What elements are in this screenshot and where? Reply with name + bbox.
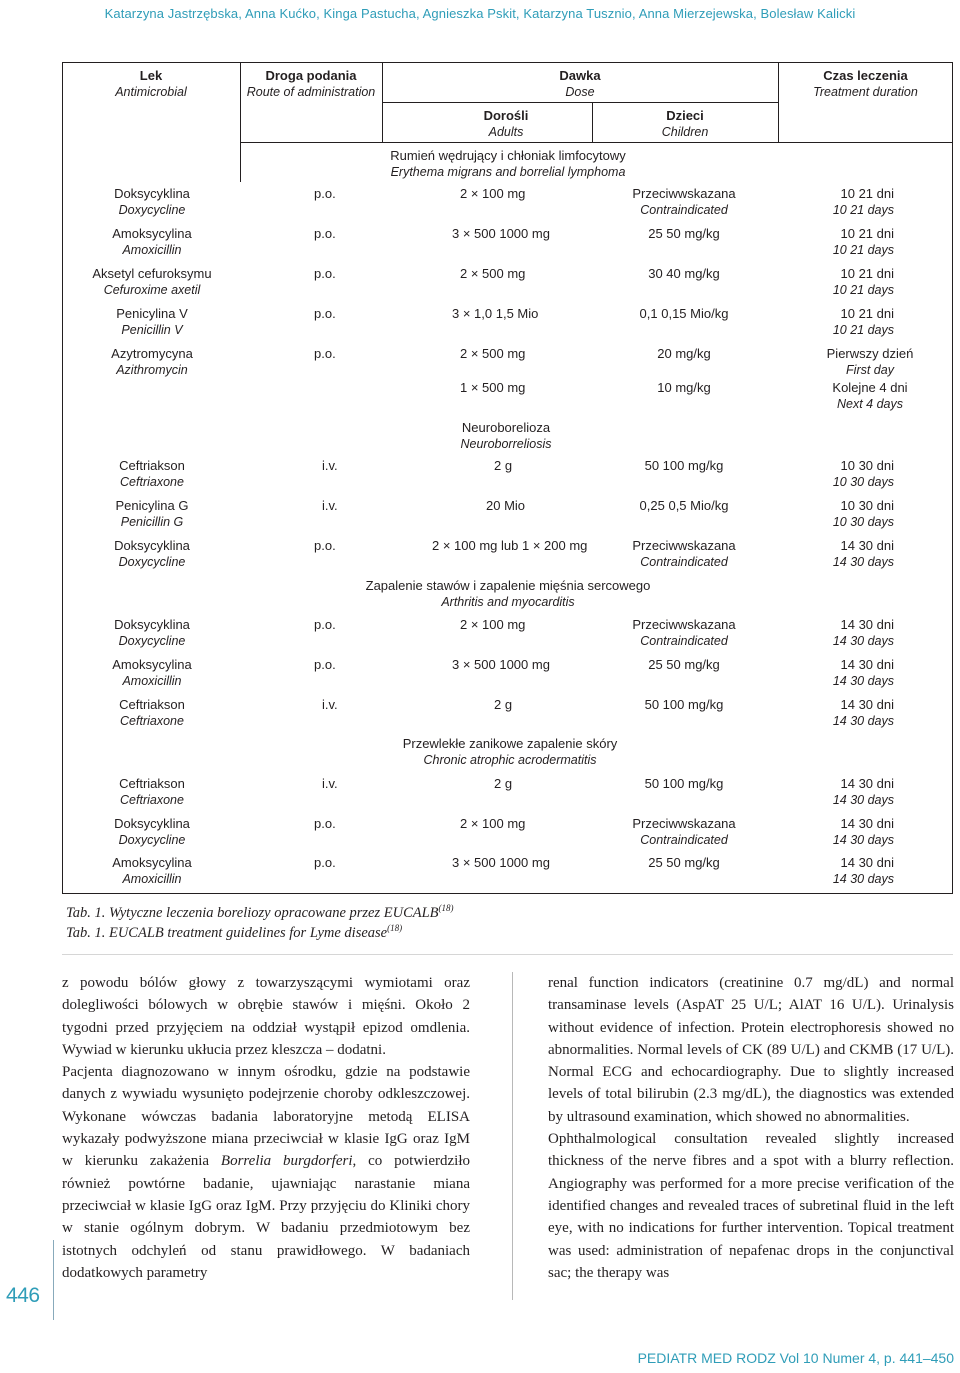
table-row-duration: 10 30 dni 10 30 days (832, 498, 894, 529)
table-row-drug: Amoksycylina Amoxicillin (112, 657, 192, 688)
table-row-adult-dose: 1 × 500 mg (460, 380, 526, 395)
section-neuroborreliosis: Neuroborelioza Neuroborreliosis (460, 420, 552, 451)
table-row-child-dose: Przeciwwskazana Contraindicated (632, 617, 736, 648)
table-row-child-dose: 50 100 mg/kg (644, 458, 724, 473)
table-caption-pl: Tab. 1. Wytyczne leczenia boreliozy opracowane przez EUCALB$^{(18)}$ (66, 903, 454, 921)
table-row-drug: Doksycyklina Doxycycline (114, 538, 190, 569)
page-number: 446 (6, 1284, 40, 1307)
table-row-child-dose: 25 50 mg/kg (648, 855, 720, 870)
col-header-route: Droga podania Route of administration (246, 68, 376, 99)
table-row-child-dose: 50 100 mg/kg (644, 776, 724, 791)
table-row-route: i.v. (322, 498, 338, 513)
table-row-child-dose: 0,25 0,5 Mio/kg (639, 498, 729, 513)
section-arthritis: Zapalenie stawów i zapalenie mięśnia sercowego Arthritis and myocarditis (365, 578, 651, 609)
col-header-drug: Lek Antimicrobial (115, 68, 187, 99)
table-row-drug: Ceftriakson Ceftriaxone (119, 697, 185, 728)
table-divider (240, 142, 953, 143)
paragraph: z powodu bólów głowy z towarzyszącymi wymiotami oraz dolegliwości bólowych w obrębie stawów i mięśni. Około 2 tygodni przed przyjęciem na oddział wystąpił epizod omdlenia. Wywiad w kierunku ukłucia przez kleszcza – dodatni. (62, 975, 470, 1058)
col-header-dose: Dawka Dose (559, 68, 601, 99)
table-row-route: p.o. (314, 855, 336, 870)
table-row-child-dose: 0,1 0,15 Mio/kg (639, 306, 729, 321)
table-row-adult-dose: 2 g (494, 776, 513, 791)
table-row-drug: Ceftriakson Ceftriaxone (119, 458, 185, 489)
running-header-authors: Katarzyna Jastrzębska, Anna Kućko, Kinga Pastucha, Agnieszka Pskit, Katarzyna Tusznio, Anna Mierzejewska, Bolesław Kalicki (104, 6, 856, 21)
table-row-child-dose: 25 50 mg/kg (648, 657, 720, 672)
body-column-right (548, 972, 954, 1284)
table-row-duration: 10 30 dni 10 30 days (832, 458, 894, 489)
table-divider (382, 102, 778, 103)
table-row-drug: Amoksycylina Amoxicillin (112, 226, 192, 257)
section-erythema-migrans: Rumień wędrujący i chłoniak limfocytowy Erythema migrans and borrelial lymphoma (390, 148, 626, 179)
table-row-duration: 14 30 dni 14 30 days (832, 617, 894, 648)
table-row-adult-dose: 3 × 1,0 1,5 Mio (452, 306, 539, 321)
table-row-drug: Doksycyklina Doxycycline (114, 816, 190, 847)
table-row-drug: Azytromycyna Azithromycin (111, 346, 193, 377)
table-row-adult-dose: 3 × 500 1000 mg (452, 855, 550, 870)
col-header-duration: Czas leczenia Treatment duration (813, 68, 918, 99)
table-row-duration: Kolejne 4 dni Next 4 days (832, 380, 908, 411)
table-row-adult-dose: 2 × 100 mg (460, 186, 526, 201)
col-header-children: Dzieci Children (661, 108, 709, 139)
table-row-drug: Penicylina G Penicillin G (115, 498, 189, 529)
journal-footer: PEDIATR MED RODZ Vol 10 Numer 4, p. 441–450 (637, 1350, 954, 1366)
table-row-adult-dose: 2 × 500 mg (460, 266, 526, 281)
table-row-child-dose: 50 100 mg/kg (644, 697, 724, 712)
table-row-route: p.o. (314, 346, 336, 361)
margin-rule (53, 1240, 54, 1320)
table-row-adult-dose: 2 × 100 mg (460, 816, 526, 831)
table-row-drug: Amoksycylina Amoxicillin (112, 855, 192, 886)
table-row-child-dose: 20 mg/kg (657, 346, 711, 361)
table-row-duration: 14 30 dni 14 30 days (832, 855, 894, 886)
table-row-duration: 14 30 dni 14 30 days (832, 657, 894, 688)
table-row-drug: Aksetyl cefuroksymu Cefuroxime axetil (92, 266, 212, 297)
table-row-route: p.o. (314, 538, 336, 553)
table-row-child-dose: Przeciwwskazana Contraindicated (632, 816, 736, 847)
table-row-adult-dose: 2 × 100 mg (460, 617, 526, 632)
table-row-duration: 14 30 dni 14 30 days (832, 697, 894, 728)
table-row-adult-dose: 2 g (494, 458, 513, 473)
table-row-duration: 14 30 dni 14 30 days (832, 816, 894, 847)
table-row-route: p.o. (314, 266, 336, 281)
table-row-drug: Doksycyklina Doxycycline (114, 186, 190, 217)
table-row-route: i.v. (322, 458, 338, 473)
table-row-route: p.o. (314, 306, 336, 321)
table-row-duration: 14 30 dni 14 30 days (832, 776, 894, 807)
table-row-duration: 14 30 dni 14 30 days (832, 538, 894, 569)
table-row-route: i.v. (322, 697, 338, 712)
table-row-route: p.o. (314, 657, 336, 672)
table-row-route: i.v. (322, 776, 338, 791)
table-row-adult-dose: 20 Mio (486, 498, 526, 513)
table-row-child-dose: 25 50 mg/kg (648, 226, 720, 241)
paragraph: Ophthalmological consultation revealed slightly increased thickness of the nerve fibres and a spot with a blurry reflection. Angiography was performed for a more precise verification of the identified changes and revealed traces of subretinal fluid in the left eye, with no indications for further intervention. Topical treatment was used: administration of nepafenac drops in the conjunctival sac; the therapy was (548, 1131, 954, 1281)
table-row-adult-dose: 2 g (494, 697, 513, 712)
table-row-child-dose: Przeciwwskazana Contraindicated (632, 186, 736, 217)
table-row-child-dose: Przeciwwskazana Contraindicated (632, 538, 736, 569)
table-row-drug: Doksycyklina Doxycycline (114, 617, 190, 648)
table-caption-en: Tab. 1. EUCALB treatment guidelines for Lyme disease$^{(18)}$ (66, 923, 403, 941)
table-row-duration: 10 21 dni 10 21 days (832, 226, 894, 257)
paragraph: Pacjenta diagnozowano w innym ośrodku, gdzie na podstawie danych z wywiadu wysunięto podejrzenie choroby odkleszczowej. Wykonane wówczas badania laboratoryjne metodą ELISA wykazały podwyższone miana przeciwciał w klasie IgG oraz IgM w kierunku zakażenia Borrelia burgdorferi, co potwierdziło również powtórne badanie, ujawniając narastanie miana przeciwciał w klasie IgG oraz IgM. Przy przyjęciu do Kliniki chory w stanie ogólnym dobrym. W badaniu przedmiotowym bez istotnych odchyleń od stanu prawidłowego. W badaniach dodatkowych parametry (62, 1064, 470, 1281)
table-row-route: p.o. (314, 816, 336, 831)
table-row-route: p.o. (314, 617, 336, 632)
table-row-adult-dose: 2 × 100 mg lub 1 × 200 mg (432, 538, 588, 553)
table-row-child-dose: 30 40 mg/kg (648, 266, 720, 281)
body-column-left (62, 972, 470, 1284)
table-row-drug: Ceftriakson Ceftriaxone (119, 776, 185, 807)
table-row-child-dose: 10 mg/kg (657, 380, 711, 395)
table-row-adult-dose: 2 × 500 mg (460, 346, 526, 361)
table-row-route: p.o. (314, 186, 336, 201)
column-divider (512, 972, 513, 1300)
table-row-duration: 10 21 dni 10 21 days (832, 266, 894, 297)
section-divider (62, 954, 953, 955)
table-row-duration: 10 21 dni 10 21 days (832, 306, 894, 337)
table-row-drug: Penicylina V Penicillin V (116, 306, 188, 337)
paragraph: renal function indicators (creatinine 0.7 mg/dL) and normal transaminase levels (AspAT 25 U/L; AlAT 16 U/L). Urinalysis without evidence of infection. Protein electrophoresis showed no abnormalities. Normal levels of CK (89 U/L) and CKMB (17 U/L). Normal ECG and echocardiography. Due to slightly increased levels of total bilirubin (2.3 mg/dL), the diagnostics was extended by ultrasound examination, which showed no abnormalities. (548, 975, 954, 1125)
table-row-duration: Pierwszy dzień First day (826, 346, 914, 377)
table-row-adult-dose: 3 × 500 1000 mg (452, 226, 550, 241)
col-header-adults: Dorośli Adults (483, 108, 529, 139)
section-acrodermatitis: Przewlekłe zanikowe zapalenie skóry Chronic atrophic acrodermatitis (402, 736, 618, 767)
table-row-route: p.o. (314, 226, 336, 241)
table-row-adult-dose: 3 × 500 1000 mg (452, 657, 550, 672)
table-row-duration: 10 21 dni 10 21 days (832, 186, 894, 217)
